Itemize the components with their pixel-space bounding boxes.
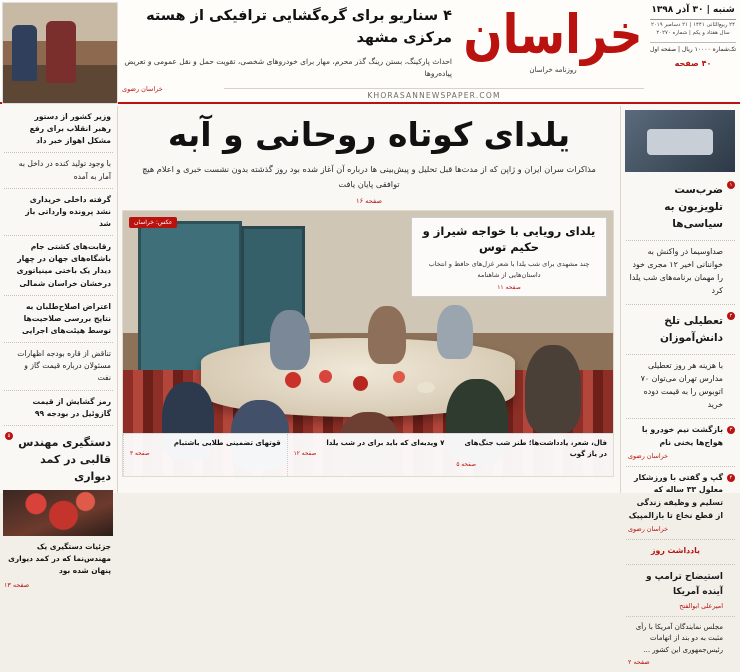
sidebar-item-car-story[interactable] [626, 419, 735, 467]
issue-page-count: ۴۰ صفحه [674, 59, 712, 69]
masthead-date-block [650, 4, 736, 70]
sidebar-item-school-story-sub[interactable] [626, 355, 735, 418]
masthead-top-story[interactable] [122, 6, 452, 93]
bullet-icon: ۳ [727, 426, 735, 434]
sidebar-item-athlete-story[interactable] [626, 467, 735, 540]
sidebar-item-label: مجلس نمایندگان آمریکا با رأی مثبت به دو بند از اتهامات رئیس‌جمهوری این کشور ... [635, 622, 723, 654]
issue-date: شنبه | ۳۰ آذر ۱۳۹۸ [650, 4, 736, 20]
sidebar-left [0, 106, 118, 590]
sidebar-item-label: گپ و گفتی با ورزشکار معلول ۳۳ ساله که تسلیم و وظیفه زندگی از قطع نخاع تا بازالمپیک [628, 472, 723, 521]
sidebar-section-note-of-day [626, 540, 735, 565]
sidebar-item-tv-story[interactable] [626, 174, 735, 241]
teaser-page-ref: صفحه ۳ [130, 450, 150, 457]
sidebar-item-kicker: خراسان رضوی [628, 525, 669, 534]
photo-credit-badge: عکس: خراسان [129, 217, 177, 228]
sidebar-item-label: استیضاح ترامپ و آینده آمریکا [645, 571, 723, 597]
sidebar-item-production[interactable] [4, 153, 113, 188]
lead-headline: یلدای کوتاه روحانی و آبه [167, 115, 571, 154]
sidebar-item-opinion-sub[interactable] [626, 617, 735, 672]
logo-subtitle: روزنامه خراسان [529, 65, 577, 74]
bullet-icon: ۵ [5, 432, 13, 440]
bullet-icon: ۱ [727, 181, 735, 189]
bullet-icon: ۲ [727, 312, 735, 320]
sidebar-item-label: با هزینه هر روز تعطیلی مدارس تهران می‌توان ۷۰ اتوبوس را به قیمت دوده خرید [640, 361, 723, 409]
newspaper-logo [458, 2, 648, 82]
sidebar-item-label: ضرب‌ست تلویزیون به سیاسی‌ها [664, 184, 723, 230]
yalda-feature-box[interactable] [411, 217, 607, 298]
sidebar-item-reformists[interactable] [4, 296, 113, 343]
lead-page-ref: صفحه ۱۶ [356, 196, 382, 205]
top-story-tag: خراسان رضوی [122, 85, 163, 93]
main-column [118, 106, 620, 493]
teaser-text: ۷ ویدیه‌ای که باید برای در شب یلدا [326, 438, 445, 447]
arrest-story-page-ref: صفحه ۱۳ [4, 581, 30, 590]
sidebar-item-label: گرفته داخلی خریداری نشد پرونده وارداتی باز شد [25, 194, 111, 228]
sidebar-item-fuel-statements[interactable] [4, 343, 113, 390]
top-story-headline: ۴ سناریو برای گره‌گشایی ترافیکی از هسته مرکزی مشهد [146, 8, 452, 46]
sidebar-right [620, 106, 740, 667]
sidebar-item-label: وزیر کشور از دستور رهبر انقلاب برای رفع مشکل اهواز خبر داد [29, 112, 111, 146]
sidebar-item-label: با وجود تولید کنده در داخل به آمار به آمده [18, 159, 111, 181]
family-portrait-photo [2, 2, 118, 104]
sidebar-item-opinion[interactable] [626, 565, 735, 617]
sidebar-item-kicker: خراسان رضوی [628, 451, 669, 460]
sidebar-item-interior-minister[interactable] [4, 106, 113, 153]
sidebar-item-label: دستگیری مهندس قالبی در کمد دیواری [18, 435, 111, 483]
teaser-page-ref: صفحه ۱۲ [293, 450, 317, 457]
sidebar-item-label: بازگشت نیم خودرو با هواج‌ها یخنی نام [641, 424, 723, 447]
yalda-feature-page-ref: صفحه ۱۱ [497, 284, 521, 292]
yalda-feature-subtitle: چند مشهدی برای شب یلدا با شعر غزل‌های حافظ و انتخاب داستان‌هایی از شاهنامه [428, 259, 590, 279]
yalda-gathering-photo [122, 210, 614, 477]
opinion-author: امیرعلی ابوالفتح [679, 601, 723, 610]
yalda-feature-title: یلدای رویایی با خواجه شیراز و حکیم توس [422, 223, 596, 254]
bullet-icon: ۴ [727, 474, 735, 482]
teaser-item[interactable] [450, 434, 613, 476]
sidebar-item-school-story[interactable] [626, 305, 735, 356]
teaser-item[interactable] [123, 434, 287, 476]
tv-hosts-photo [625, 110, 735, 172]
masthead [0, 0, 740, 104]
arrest-story-caption: جزئیات دستگیری یک مهندس‌نما که در کمد دیواری پنهان شده بود [8, 541, 111, 575]
arrest-scene-photo [3, 490, 113, 536]
section-label: یادداشت روز [651, 546, 700, 556]
sidebar-item-label: صداوسیما در واکنش به خواننانی اخیر ۱۲ مجری خود را مهمان برنامه‌های شب یلدا کرد [629, 247, 723, 295]
sidebar-item-wrestling[interactable] [4, 236, 113, 296]
issue-price: تک‌شماره ۱۰۰۰۰ ریال | صفحه اول [650, 42, 736, 55]
newspaper-website: KHORASANNEWSPAPER.COM [224, 88, 644, 100]
teaser-text: فال، شعر، یادداشت‌ها؛ طنز شب جنگ‌های در یاز گوب [464, 438, 608, 458]
teaser-item[interactable] [287, 434, 451, 476]
sidebar-item-arrest-story[interactable] [4, 426, 113, 490]
sidebar-item-label: تناقض از قاره بودجه اظهارات مسئولان درباره قیمت گاز و نفت [17, 349, 111, 383]
teaser-text: قوتهای تضمینی طلایی باشتبام [173, 438, 281, 447]
sidebar-item-label: رمز گشایش از قیمت گازوئیل در بودجه ۹۹ [32, 396, 111, 418]
teaser-page-ref: صفحه ۵ [456, 461, 477, 468]
issue-number: سال هفتاد و یکم | شماره ۲۰۲۷۰ [656, 29, 730, 36]
sidebar-item-import[interactable] [4, 189, 113, 236]
issue-hijri-date: ۲۴ ربیع‌الثانی ۱۴۴۱ | ۲۱ دسامبر ۲۰۱۹ [651, 22, 735, 29]
top-story-subtitle: احداث پارکینگ، بستن رینگ گذر محرم، مهار برای خودروهای شخصی، تقویت حمل و نقل عمومی و تعریض پیاده‌روها [124, 56, 452, 79]
sidebar-item-budget[interactable] [4, 391, 113, 426]
opinion-page-ref: صفحه ۲ [628, 658, 650, 667]
sidebar-item-label: تعطیلی تلخ دانش‌آموزان [659, 314, 723, 344]
logo-wordmark: خراسان [463, 1, 643, 66]
sidebar-item-tv-story-sub[interactable] [626, 241, 735, 304]
sidebar-item-label: رقابت‌های کشتی جام باشگاه‌های جهان در چهار دیدار یک باختی مینیاتوری درخشان خراسان شمالی [16, 242, 111, 288]
sidebar-item-label: اعتراض اصلاح‌طلبان به نتایج بررسی صلاحیت‌ها توسط هیئت‌های اجرایی [21, 301, 111, 335]
lead-subtitle: مذاکرات سران ایران و ژاپن که از مدت‌ها قبل تحلیل و پیش‌بینی ها درباره آن آغاز شده بود روز گذشته بدون نشست خبری و اعلام هیچ توافقی پایان یافت [142, 164, 596, 190]
bottom-teaser-strip [123, 433, 613, 476]
